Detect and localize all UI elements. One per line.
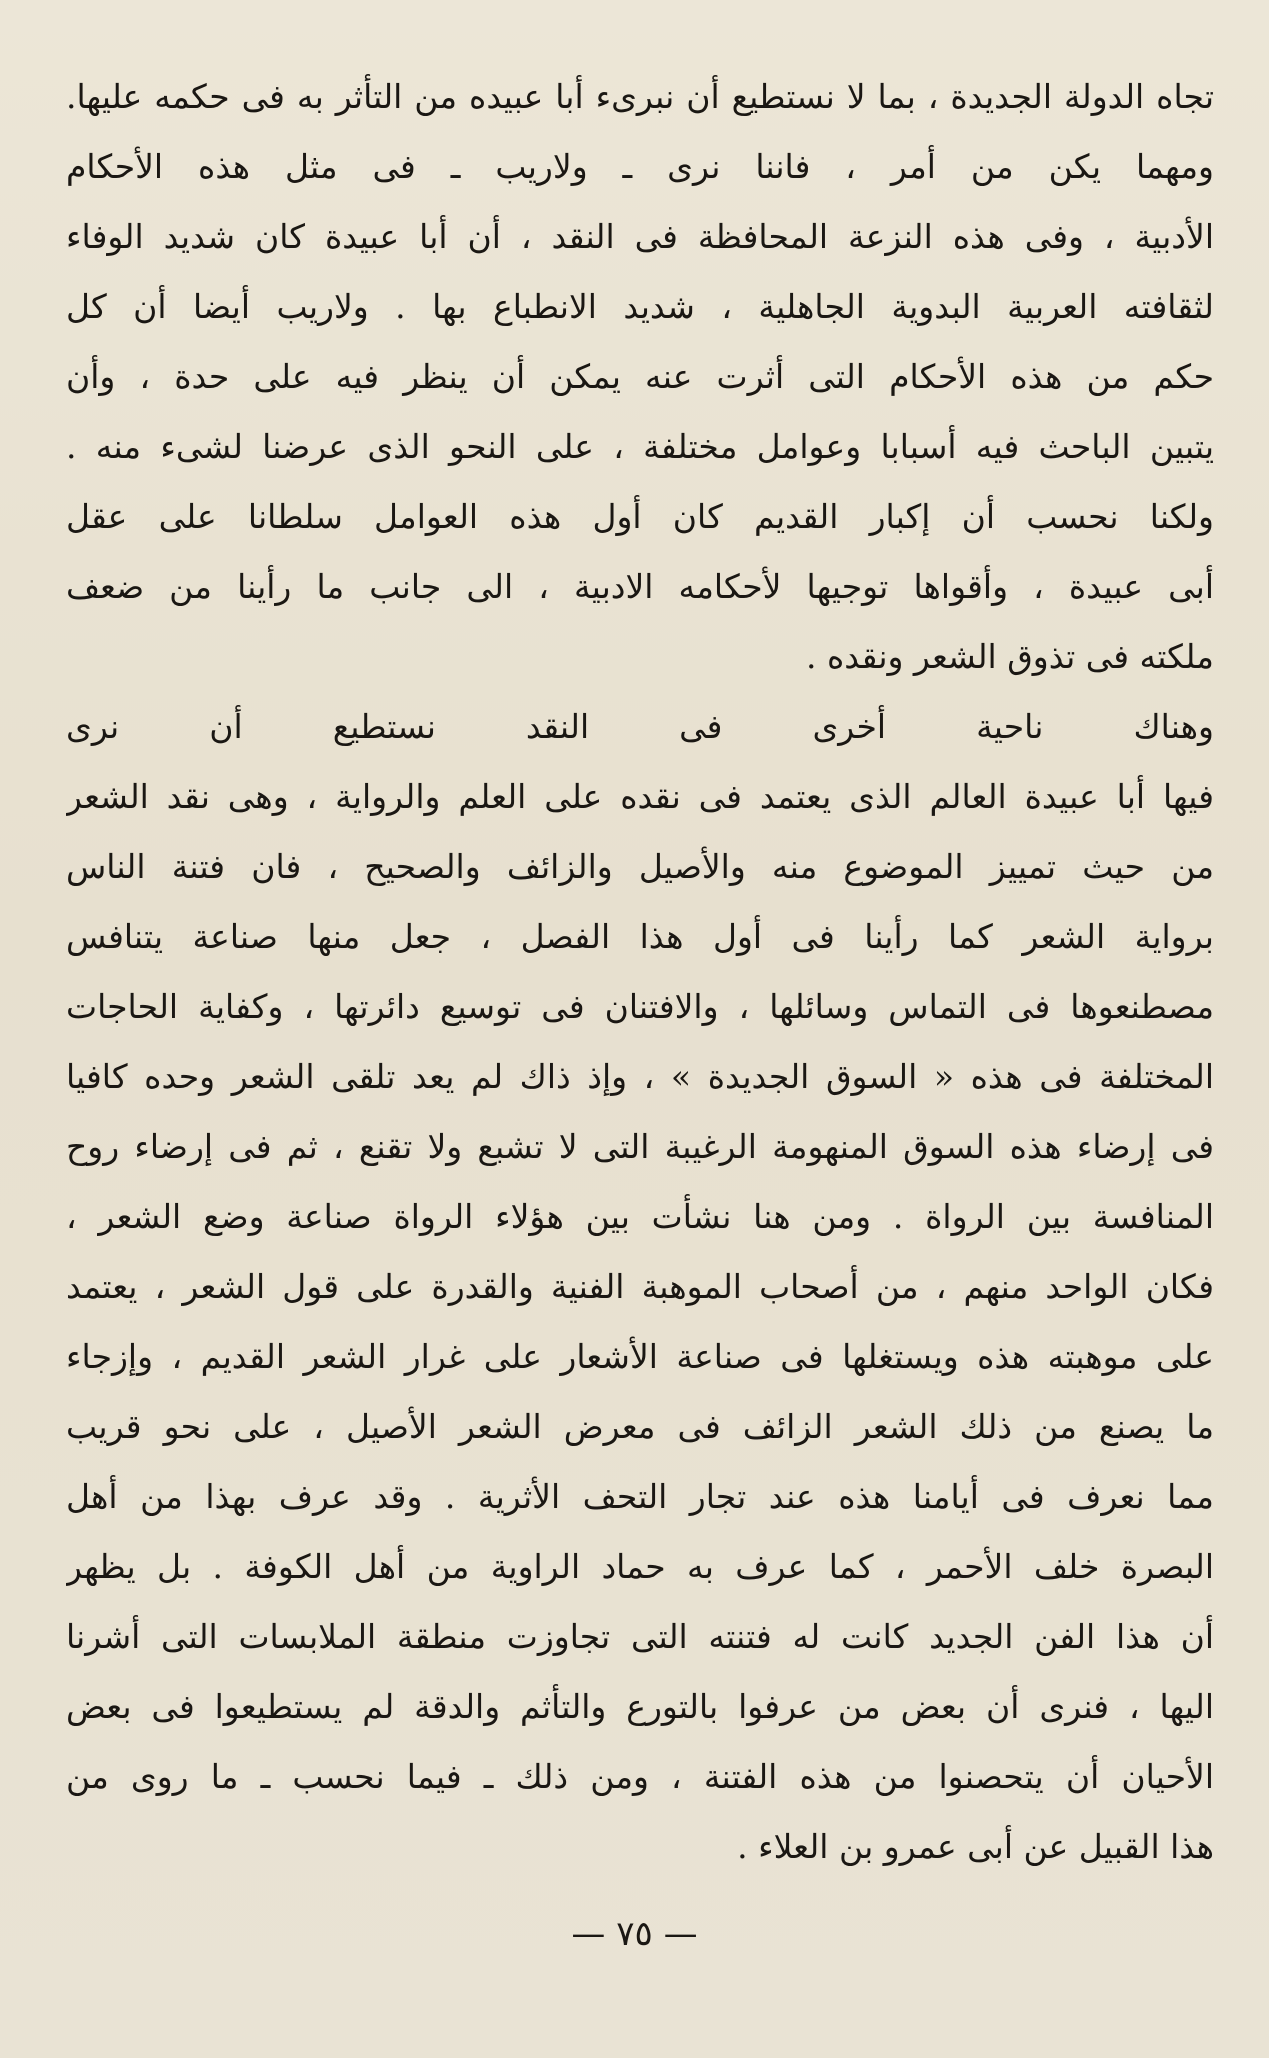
text-line: ومهما يكن من أمر ، فاننا نرى ـ ولاريب ـ فى مثل هذه الأحكام [66,147,1214,186]
text-line: برواية الشعر كما رأينا فى أول هذا الفصل ، جعل منها صناعة يتنافس [66,917,1214,956]
text-line: أبى عبيدة ، وأقواها توجيها لأحكامه الادبية ، الى جانب ما رأينا من ضعف [66,567,1214,606]
text-line: من حيث تمييز الموضوع منه والأصيل والزائف والصحيح ، فان فتنة الناس [66,847,1214,886]
text-line: ولكنا نحسب أن إكبار القديم كان أول هذه العوامل سلطانا على عقل [66,497,1214,536]
text-line: مصطنعوها فى التماس وسائلها ، والافتنان فى توسيع دائرتها ، وكفاية الحاجات [66,987,1214,1026]
text-line: لثقافته العربية البدوية الجاهلية ، شديد الانطباع بها . ولاريب أيضا أن كل [66,287,1214,326]
text-line: أن هذا الفن الجديد كانت له فتنته التى تجاوزت منطقة الملابسات التى أشرنا [66,1617,1214,1656]
text-line: الأدبية ، وفى هذه النزعة المحافظة فى النقد ، أن أبا عبيدة كان شديد الوفاء [66,217,1214,256]
text-line: ما يصنع من ذلك الشعر الزائف فى معرض الشعر الأصيل ، على نحو قريب [66,1407,1214,1446]
text-line: المختلفة فى هذه « السوق الجديدة » ، وإذ ذاك لم يعد تلقى الشعر وحده كافيا [66,1057,1214,1096]
text-line: الأحيان أن يتحصنوا من هذه الفتنة ، ومن ذلك ـ فيما نحسب ـ ما روى من [66,1757,1214,1796]
paragraph-end-line: هذا القبيل عن أبى عمرو بن العلاء . [737,1827,1214,1866]
text-line: المنافسة بين الرواة . ومن هنا نشأت بين هؤلاء الرواة صناعة وضع الشعر ، [66,1197,1214,1236]
text-line: مما نعرف فى أيامنا هذه عند تجار التحف الأثرية . وقد عرف بهذا من أهل [66,1477,1214,1516]
text-line: فكان الواحد منهم ، من أصحاب الموهبة الفنية والقدرة على قول الشعر ، يعتمد [66,1267,1214,1306]
text-line: اليها ، فنرى أن بعض من عرفوا بالتورع والتأثم والدقة لم يستطيعوا فى بعض [66,1687,1214,1726]
text-line: حكم من هذه الأحكام التى أثرت عنه يمكن أن ينظر فيه على حدة ، وأن [66,357,1214,396]
text-line: وهناك ناحية أخرى فى النقد نستطيع أن نرى [66,707,1214,746]
page-number: — ٧٥ — [571,1914,698,1954]
paragraph-end-line: ملكته فى تذوق الشعر ونقده . [806,637,1214,676]
text-line: فى إرضاء هذه السوق المنهومة الرغيبة التى لا تشبع ولا تقنع ، ثم فى إرضاء روح [66,1127,1214,1166]
text-line: على موهبته هذه ويستغلها فى صناعة الأشعار على غرار الشعر القديم ، وإزجاء [66,1337,1214,1376]
text-line: يتبين الباحث فيه أسبابا وعوامل مختلفة ، على النحو الذى عرضنا لشىء منه . [66,427,1214,466]
text-line: البصرة خلف الأحمر ، كما عرف به حماد الراوية من أهل الكوفة . بل يظهر [66,1547,1214,1586]
text-line: تجاه الدولة الجديدة ، بما لا نستطيع أن نبرىء أبا عبيده من التأثر به فى حكمه عليها. [66,77,1214,116]
body-text [66,62,1214,1882]
text-line: فيها أبا عبيدة العالم الذى يعتمد فى نقده على العلم والرواية ، وهى نقد الشعر [66,777,1214,816]
